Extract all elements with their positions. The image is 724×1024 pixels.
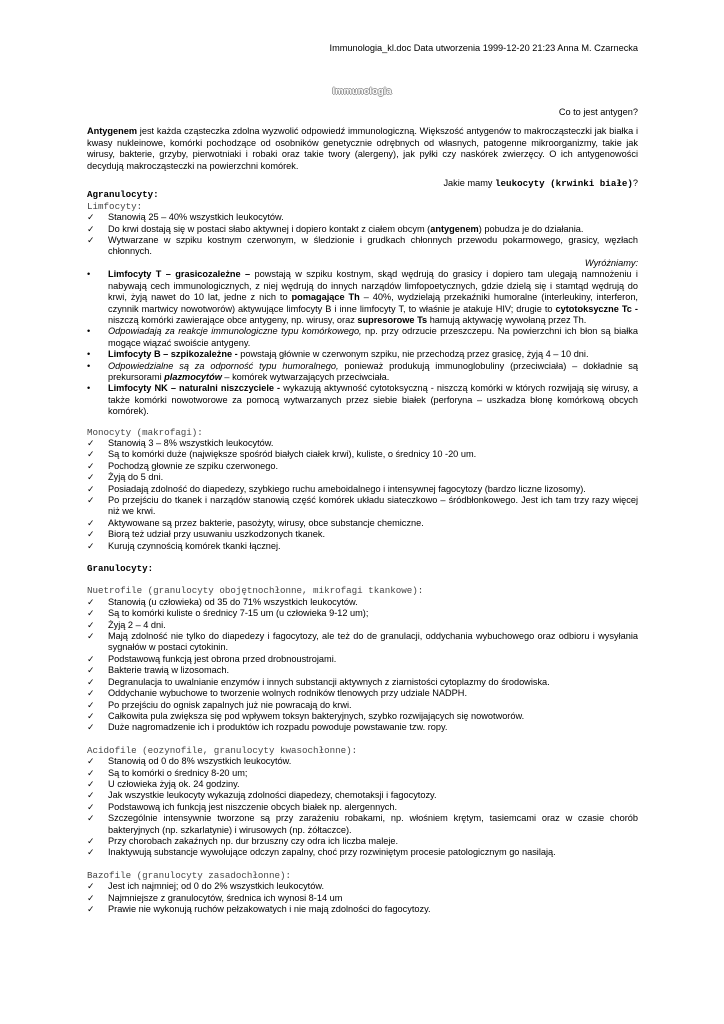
list-item: ✓ Jest ich najmniej; od 0 do 2% wszystkich leukocytów.: [87, 881, 325, 892]
heading-monocytes: Monocyty (makrofagi):: [87, 426, 203, 438]
list-item: ✓ Stanowią (u człowieka) od 35 do 71% wszystkich leukocytów.: [87, 596, 358, 607]
bullet-icon: •: [87, 326, 91, 337]
document-header: Immunologia_kl.doc Data utworzenia 1999-12-20 21:23 Anna M. Czarnecka: [329, 43, 638, 53]
list-item: ✓ Stanowią od 0 do 8% wszystkich leukocytów.: [87, 756, 292, 767]
list-item: ✓ Podstawową ich funkcją jest niszczenie obcych białek np. alergennych.: [87, 801, 398, 812]
list-item: ✓ U człowieka żyją ok. 24 godziny.: [87, 778, 240, 789]
bullet-icon: •: [87, 383, 91, 394]
list-item: ✓ Jak wszystkie leukocyty wykazują zdolności diapedezy, chemotaksji i fagocytozy.: [87, 790, 437, 801]
list-item: ✓ Duże nagromadzenie ich i produktów ich rozpadu powoduje powstawanie tzw. ropy.: [87, 722, 448, 733]
distinguish-label: Wyróżniamy:: [584, 257, 638, 268]
document-title: Immunologia: [332, 86, 392, 97]
list-item: • Limfocyty B – szpikozależne - powstają głównie w czerwonym szpiku, nie przechodzą przez grasicę, żyją 4 – 10 dni.: [87, 349, 589, 360]
check-icon: ✓: [87, 710, 95, 721]
list-item: ✓ Żyją 2 – 4 dni.: [87, 619, 166, 630]
list-item: ✓ Mają zdolność nie tylko do diapedezy i fagocytozy, ale też do de granulacji, oddychania wybuchowego oraz odbioru i wysyłania sygnałów w postaci cytokinin.: [87, 631, 638, 653]
list-item: ✓ Przy chorobach zakaźnych np. dur brzuszny czy odra ich liczba maleje.: [87, 835, 399, 846]
list-item: ✓ Po przejściu do ognisk zapalnych już nie powracają do krwi.: [87, 699, 352, 710]
list-item: ✓ Podstawową funkcją jest obrona przed drobnoustrojami.: [87, 653, 337, 664]
check-icon: ✓: [87, 665, 95, 676]
check-icon: ✓: [87, 699, 95, 710]
list-item: ✓ Są to komórki duże (największe spośród białych ciałek krwi), kuliste, o średnicy 10 -20 um.: [87, 449, 477, 460]
check-icon: ✓: [87, 619, 95, 630]
check-icon: ✓: [87, 756, 95, 767]
bullet-icon: •: [87, 360, 91, 371]
question-antigen: Co to jest antygen?: [558, 107, 638, 117]
list-item: ✓ Inaktywują substancje wywołujące odczyn zapalny, choć przy rozwiniętym procesie patologicznym go nasilają.: [87, 847, 556, 858]
bullet-icon: •: [87, 269, 91, 280]
list-item: ✓ Stanowią 25 – 40% wszystkich leukocytów.: [87, 212, 284, 223]
list-item: ✓ Aktywowane są przez bakterie, pasożyty, wirusy, obce substancje chemiczne.: [87, 517, 424, 528]
check-icon: ✓: [87, 722, 95, 733]
check-icon: ✓: [87, 653, 95, 664]
check-icon: ✓: [87, 778, 95, 789]
check-icon: ✓: [87, 529, 95, 540]
check-icon: ✓: [87, 212, 95, 223]
check-icon: ✓: [87, 608, 95, 619]
check-icon: ✓: [87, 495, 95, 505]
check-icon: ✓: [87, 540, 95, 551]
check-icon: ✓: [87, 223, 95, 234]
acidophils-list: [87, 756, 638, 859]
bullet-icon: •: [87, 349, 91, 360]
list-item: ✓ Posiadają zdolność do diapedezy, szybkiego ruchu ameboidalnego i intensywnej fagocytozy (bardzo liczne lizosomy).: [87, 483, 586, 494]
check-icon: ✓: [87, 813, 95, 824]
list-item: ✓ Żyją do 5 dni.: [87, 472, 164, 483]
lymphocyte-types-list: [87, 269, 638, 417]
check-icon: ✓: [87, 631, 95, 642]
list-item: ✓ Prawie nie wykonują ruchów pełzakowatych i nie mają zdolności do fagocytozy.: [87, 904, 431, 914]
antigen-term: Antygenem: [87, 126, 138, 137]
section-agranulocytes: Agranulocyty:: [87, 189, 159, 201]
check-icon: ✓: [87, 460, 95, 471]
check-icon: ✓: [87, 437, 95, 448]
check-icon: ✓: [87, 801, 95, 812]
list-item: ✓ Szczególnie intensywnie tworzone są przy zarażeniu robakami, np. włośniem krętym, tasiemcami oraz w czasie chorób bakteryjnych (np. szkarlatynie) i wirusowych (np. żółtaczce).: [87, 813, 638, 835]
neutrophils-list: [87, 597, 638, 734]
check-icon: ✓: [87, 517, 95, 528]
list-item: ✓ Są to komórki kuliste o średnicy 7-15 um (u człowieka 9-12 um);: [87, 608, 369, 619]
section-granulocytes: Granulocyty:: [87, 563, 154, 575]
question-leukocytes: Jakie mamy leukocyty (krwinki białe)?: [443, 178, 638, 190]
check-icon: ✓: [87, 472, 95, 483]
check-icon: ✓: [87, 596, 95, 607]
list-item: ✓ Kurują czynnością komórek tkanki łącznej.: [87, 540, 281, 551]
basophils-list: [87, 881, 638, 915]
check-icon: ✓: [87, 235, 95, 246]
list-item: ✓ Są to komórki o średnicy 8-20 um;: [87, 767, 248, 778]
check-icon: ✓: [87, 847, 95, 858]
list-item: • Odpowiadają za reakcje immunologiczne typu komórkowego, np. przy odrzucie przeszczepu. Na powierzchni ich błon są białka mogące wiązać swoiście antygeny.: [87, 326, 638, 348]
check-icon: ✓: [87, 483, 95, 494]
check-icon: ✓: [87, 892, 95, 903]
check-icon: ✓: [87, 881, 95, 892]
list-item: ✓ Całkowita pula zwiększa się pod wpływem toksyn bakteryjnych, szybko rozwijających się nowotworów.: [87, 710, 525, 721]
heading-neutrophils: Nuetrofile (granulocyty obojętnochłonne, mikrofagi tkankowe):: [87, 585, 424, 597]
heading-lymphocytes: Limfocyty:: [87, 200, 143, 212]
list-item: ✓ Do krwi dostają się w postaci słabo aktywnej i dopiero kontakt z ciałem obcym (antygenem) pobudza je do działania.: [87, 223, 584, 234]
list-item: ✓ Wytwarzane w szpiku kostnym czerwonym, w śledzionie i grudkach chłonnych przewodu pokarmowego, grasicy, węzłach chłonnych.: [87, 235, 638, 257]
list-item: ✓ Najmniejsze z granulocytów, średnica ich wynosi 8-14 um: [87, 892, 343, 903]
check-icon: ✓: [87, 790, 95, 801]
check-icon: ✓: [87, 688, 95, 699]
list-item: ✓ Oddychanie wybuchowe to tworzenie wolnych rodników tlenowych przy udziale NADPH.: [87, 688, 467, 699]
check-icon: ✓: [87, 449, 95, 460]
list-item: ✓ Pochodzą głownie ze szpiku czerwonego.: [87, 460, 279, 471]
check-icon: ✓: [87, 676, 95, 687]
check-icon: ✓: [87, 767, 95, 778]
list-item: • Limfocyty T – grasicozależne – powstają w szpiku kostnym, skąd wędrują do grasicy i dopiero tam ulegają namnożeniu i nabywają cech immunologicznych, z niej wędrują do innych narządów limfopoetycznych, gdzie dzielą się i stamtąd wędrują do krwi, żyją nawet do 10 lat, jedne z nich to pomagające Th – 40%, wydzielają przekaźniki humoralne (interleukiny, interferon, czynnik martwicy nowotworów) aktywujące limfocyty B i inne limfocyty T, to właśnie je atakuje HIV; drugie to cytotoksyczne Tc - niszczą komórki zawierające obce antygeny, np. wirusy, oraz supresorowe Ts hamują aktywację wywołaną przez Th.: [87, 269, 638, 325]
lymphocytes-list: [87, 212, 638, 258]
monocytes-list: [87, 438, 638, 552]
list-item: ✓ Stanowią 3 – 8% wszystkich leukocytów.: [87, 437, 274, 448]
list-item: • Odpowiedzialne są za odporność typu humoralnego, ponieważ produkują immunoglobuliny (przeciwciała) – dokładnie są prekursorami plazmocytów – komórek wytwarzających przeciwciała.: [87, 360, 638, 382]
list-item: ✓ Po przejściu do tkanek i narządów stanowią część komórek układu siateczkowo – śródbłonkowego. Jest ich tam trzy razy więcej niż we krwi.: [87, 495, 638, 517]
heading-basophils: Bazofile (granulocyty zasadochłonne):: [87, 869, 291, 881]
document-body: [87, 0, 638, 915]
check-icon: ✓: [87, 904, 95, 914]
check-icon: ✓: [87, 835, 95, 846]
heading-acidophils: Acidofile (eozynofile, granulocyty kwasochłonne):: [87, 744, 358, 756]
list-item: ✓ Bakterie trawią w lizosomach.: [87, 665, 230, 676]
list-item: ✓ Degranulacja to uwalnianie enzymów i innych substancji aktywnych z ziarnistości cytoplazmy do środowiska.: [87, 676, 550, 687]
list-item: • Limfocyty NK – naturalni niszczyciele - wykazują aktywność cytotoksyczną - niszczą komórki w których rozwijają się wirusy, a także komórki nowotworowe za pomocą wytwarzanych przez siebie białek (perforyna – uszkadza błonę komórkową obcych komórek).: [87, 383, 638, 417]
antigen-paragraph: [87, 126, 638, 172]
antigen-definition: jest każda cząsteczka zdolna wyzwolić odpowiedź immunologiczną. Większość antygenów to makrocząsteczki jak białka i kwasy nukleinowe, komórki pochodzące od osobników genetycznie odrębnych od własnych, patogenne mikroorganizmy, takie jak wirusy, bakterie, grzyby, pierwotniaki i robaki oraz takie twory (alergeny), jak pyłki czy naskórek zwierzęcy. O ich antygenowości decydują makrocząsteczki na powierzchni komórek.: [87, 126, 638, 171]
list-item: ✓ Biorą też udział przy usuwaniu uszkodzonych tkanek.: [87, 529, 326, 540]
